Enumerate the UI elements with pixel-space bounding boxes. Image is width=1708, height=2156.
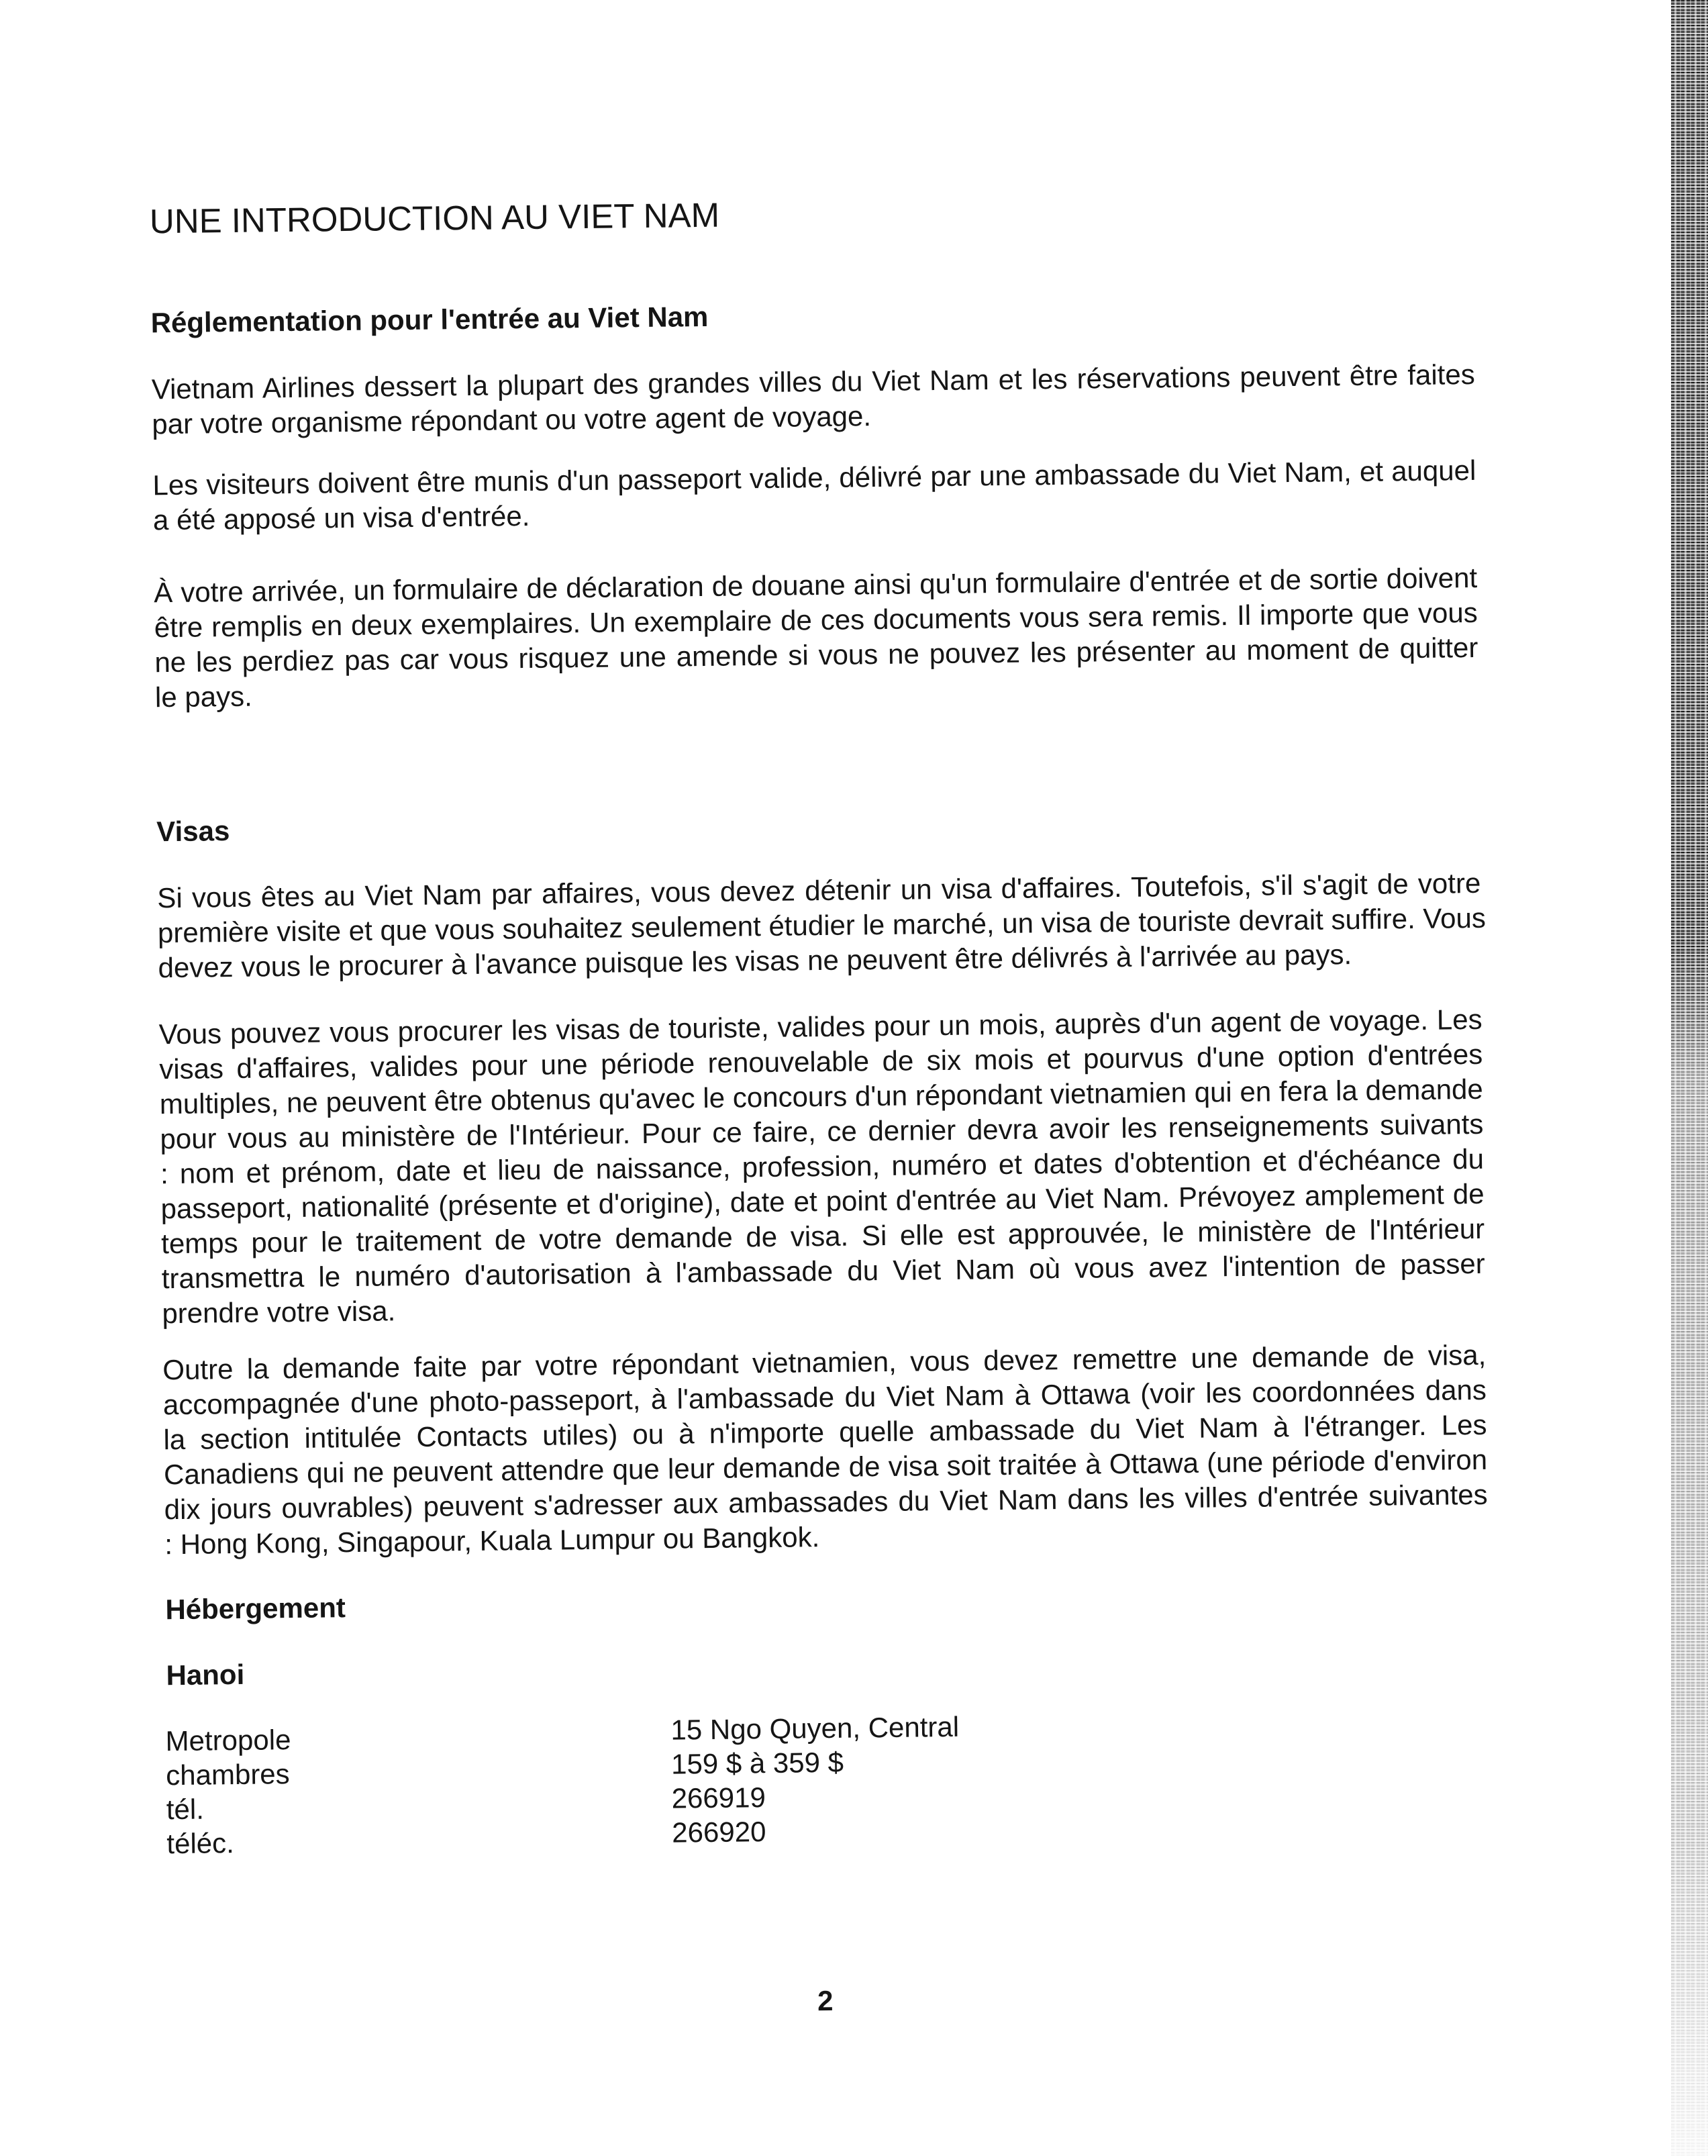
text-line: accompagnée d'une photo-passeport, à l'ambassade du Viet Nam à Ottawa (voir les coordonnées dans — [162, 1373, 1487, 1421]
text-line: : Hong Kong, Singapour, Kuala Lumpur ou Bangkok. — [164, 1521, 820, 1561]
text-line: Vous pouvez vous procurer les visas de touriste, valides pour un mois, auprès d'un agent de voyage. Les — [158, 1003, 1483, 1050]
listing-label: téléc. — [166, 1827, 235, 1860]
section-heading-visas: Visas — [156, 815, 230, 848]
text-line: a été apposé un visa d'entrée. — [152, 499, 530, 536]
document-title: UNE INTRODUCTION AU VIET NAM — [149, 195, 720, 241]
text-line: pour vous au ministère de l'Intérieur. Pour ce faire, ce dernier devra avoir les renseignements suivants — [160, 1108, 1484, 1155]
listing-label: chambres — [165, 1758, 290, 1792]
page-content — [123, 160, 1527, 2055]
text-line: Outre la demande faite par votre répondant vietnamien, vous devez remettre une demande de visa, — [162, 1338, 1487, 1386]
listing-label: Metropole — [165, 1724, 291, 1757]
text-line: Vietnam Airlines dessert la plupart des grandes villes du Viet Nam et les réservations peuvent être faites — [151, 358, 1475, 405]
scan-edge-artifact — [1671, 0, 1708, 2156]
text-line: Canadiens qui ne peuvent attendre que leur demande de visa soit traitée à Ottawa (une période d'environ — [163, 1443, 1488, 1491]
subheading-hanoi: Hanoi — [166, 1658, 245, 1692]
text-line: transmettra le numéro d'autorisation à l'ambassade du Viet Nam où vous avez l'intention de passer — [161, 1247, 1485, 1295]
paragraph-visa-touriste — [158, 1002, 1485, 1331]
text-line: dix jours ouvrables) peuvent s'adresser aux ambassades du Viet Nam dans les villes d'entrée suivantes — [164, 1478, 1488, 1526]
listing-value: 15 Ngo Quyen, Central — [670, 1710, 960, 1746]
text-line: prendre votre visa. — [162, 1295, 396, 1330]
paragraph-airlines — [152, 357, 1476, 442]
text-line: À votre arrivée, un formulaire de déclaration de douane ainsi qu'un formulaire d'entrée et de sortie doivent — [153, 561, 1478, 609]
listing-label: tél. — [166, 1793, 205, 1826]
listing-value: 266919 — [671, 1781, 766, 1814]
text-line: être remplis en deux exemplaires. Un exemplaire de ces documents vous sera remis. Il importe que vous — [154, 596, 1478, 644]
page-number: 2 — [817, 1984, 834, 2017]
text-line: par votre organisme répondant ou votre agent de voyage. — [152, 400, 872, 440]
text-line: Si vous êtes au Viet Nam par affaires, vous devez détenir un visa d'affaires. Toutefois, s'il s'agit de votre — [157, 867, 1481, 914]
listing-value: 159 $ à 359 $ — [670, 1746, 844, 1780]
text-line: ne les perdiez pas car vous risquez une amende si vous ne pouvez les présenter au moment de quitter — [154, 631, 1478, 679]
listing-value: 266920 — [671, 1816, 766, 1849]
text-line: première visite et que vous souhaitez seulement étudier le marché, un visa de touriste devrait suffire. Vous — [157, 901, 1487, 949]
text-line: passeport, nationalité (présente et d'origine), date et point d'entrée au Viet Nam. Prévoyez amplement de — [160, 1177, 1485, 1225]
paragraph-visa-affaires — [157, 866, 1487, 985]
text-line: visas d'affaires, valides pour une période renouvelable de six mois et pourvus d'une option d'entrées — [159, 1038, 1483, 1085]
text-line: la section intitulée Contacts utiles) ou à n'importe quelle ambassade du Viet Nam à l'étranger. Les — [163, 1408, 1487, 1456]
section-heading-reglementation: Réglementation pour l'entrée au Viet Nam — [150, 300, 709, 339]
text-line: Les visiteurs doivent être munis d'un passeport valide, délivré par une ambassade du Viet Nam, et auquel — [152, 454, 1476, 501]
text-line: temps pour le traitement de votre demande de visa. Si elle est approuvée, le ministère de l'Intérieur — [160, 1212, 1485, 1260]
text-line: le pays. — [154, 680, 253, 714]
text-line: multiples, ne peuvent être obtenus qu'avec le concours d'un répondant vietnamien qui en fera la demande — [159, 1073, 1484, 1120]
paragraph-douane — [154, 560, 1478, 715]
paragraph-demande-visa — [162, 1338, 1488, 1562]
hotel-listing — [165, 1710, 1106, 1861]
paragraph-passeport — [152, 453, 1476, 538]
text-line: : nom et prénom, date et lieu de naissance, profession, numéro et dates d'obtention et d'échéance du — [160, 1142, 1485, 1190]
section-heading-hebergement: Hébergement — [165, 1591, 346, 1626]
text-line: devez vous le procurer à l'avance puisque les visas ne peuvent être délivrés à l'arrivée au pays. — [158, 938, 1352, 984]
